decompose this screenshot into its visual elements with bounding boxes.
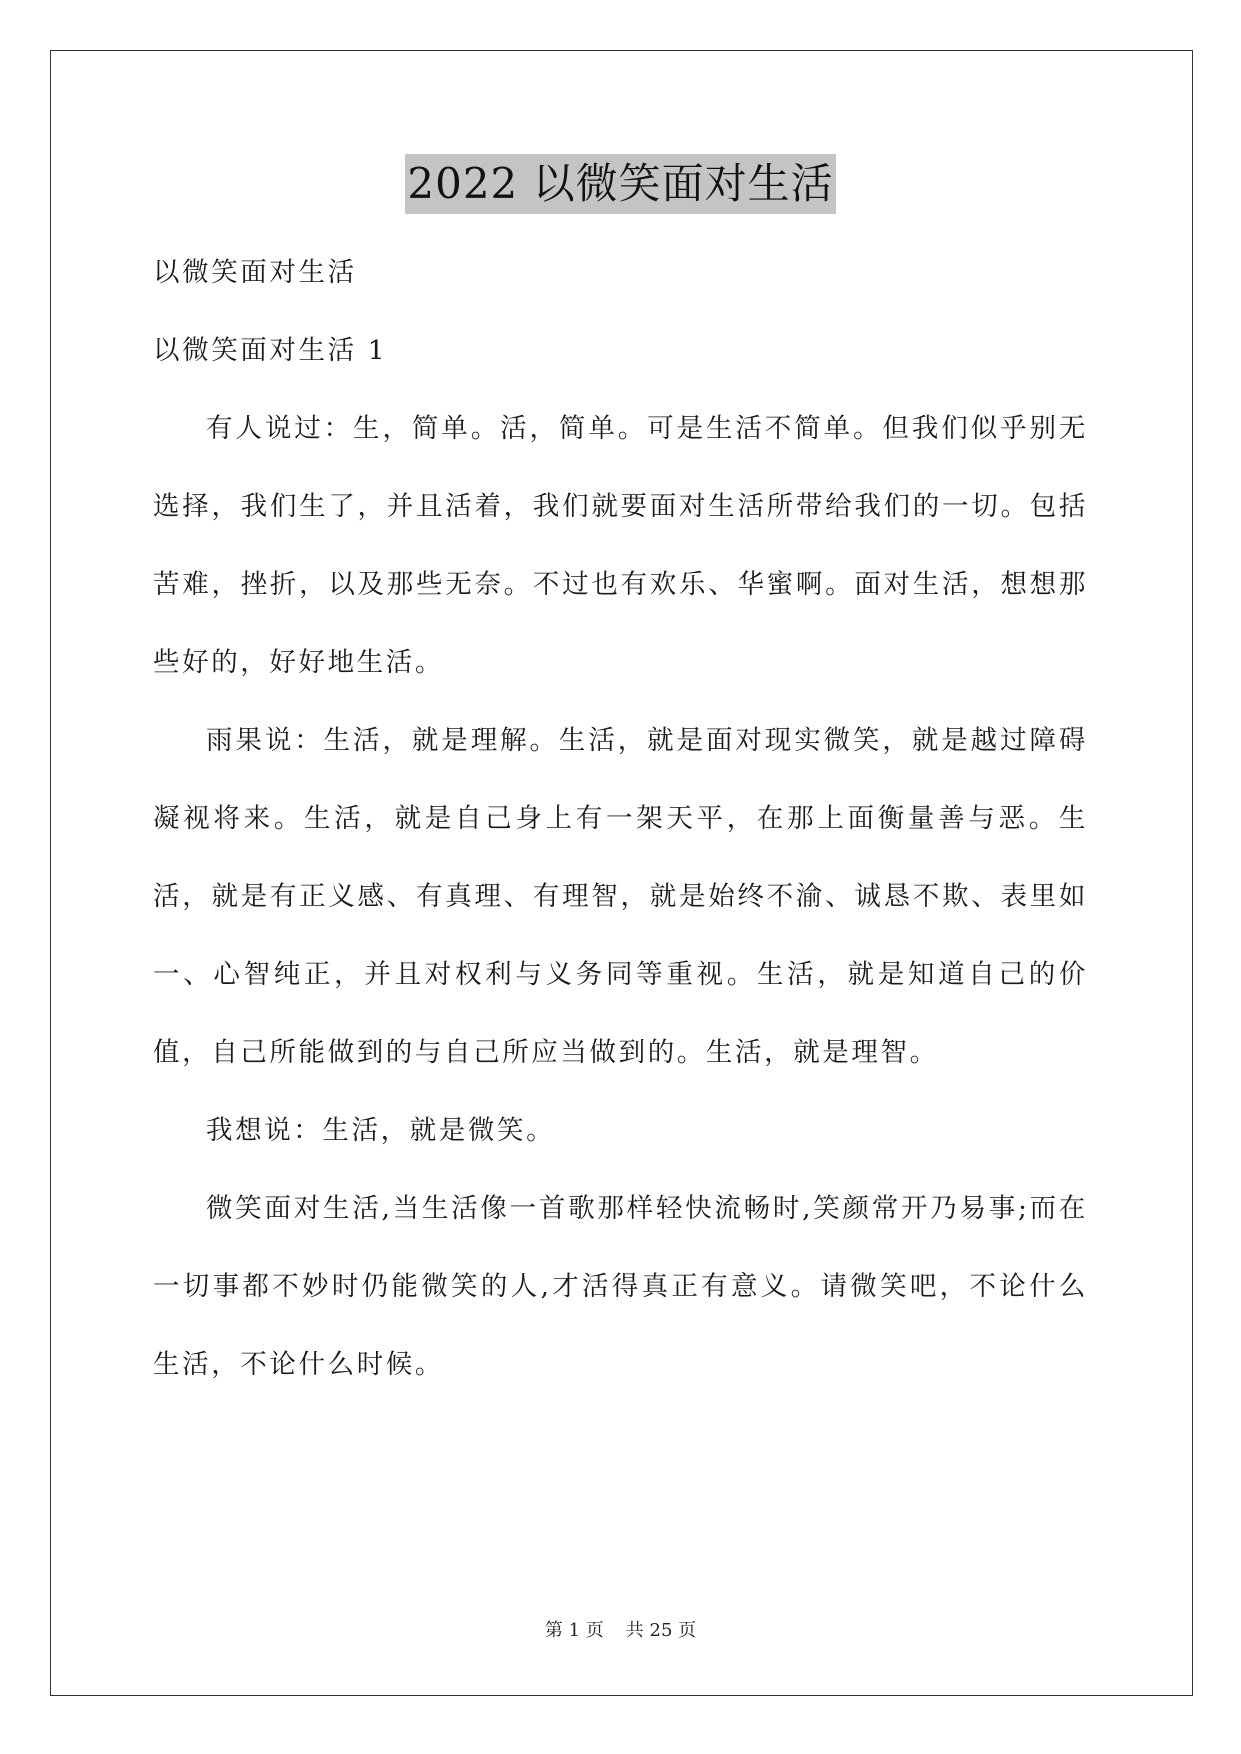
page-total: 共 25 页 xyxy=(625,1620,697,1641)
paragraph: 微笑面对生活,当生活像一首歌那样轻快流畅时,笑颜常开乃易事;而在一切事都不妙时仍能微笑的人,才活得真正有意义。请微笑吧，不论什么生活，不论什么时候。 xyxy=(153,1193,1088,1380)
subheading: 以微笑面对生活 1 xyxy=(153,335,388,366)
paragraph: 雨果说：生活，就是理解。生活，就是面对现实微笑，就是越过障碍凝视将来。生活，就是自己身上有一架天平，在那上面衡量善与恶。生活，就是有正义感、有真理、有理智，就是始终不渝、诚恳不欺、表里如一、心智纯正，并且对权利与义务同等重视。生活，就是知道自己的价值，自己所能做到的与自己所应当做到的。生活，就是理智。 xyxy=(153,725,1088,1068)
paragraph: 我想说：生活，就是微笑。 xyxy=(206,1115,556,1146)
document-body xyxy=(153,234,1088,1404)
page-footer xyxy=(0,1616,1241,1642)
document-title: 2022 以微笑面对生活 xyxy=(405,154,835,214)
paragraph: 有人说过：生，简单。活，简单。可是生活不简单。但我们似乎别无选择，我们生了，并且活着，我们就要面对生活所带给我们的一切。包括苦难，挫折，以及那些无奈。不过也有欢乐、华蜜啊。面对生活，想想那些好的，好好地生活。 xyxy=(153,413,1088,678)
title-container xyxy=(0,154,1241,214)
page-number: 第 1 页 xyxy=(544,1620,604,1641)
heading: 以微笑面对生活 xyxy=(153,257,357,288)
